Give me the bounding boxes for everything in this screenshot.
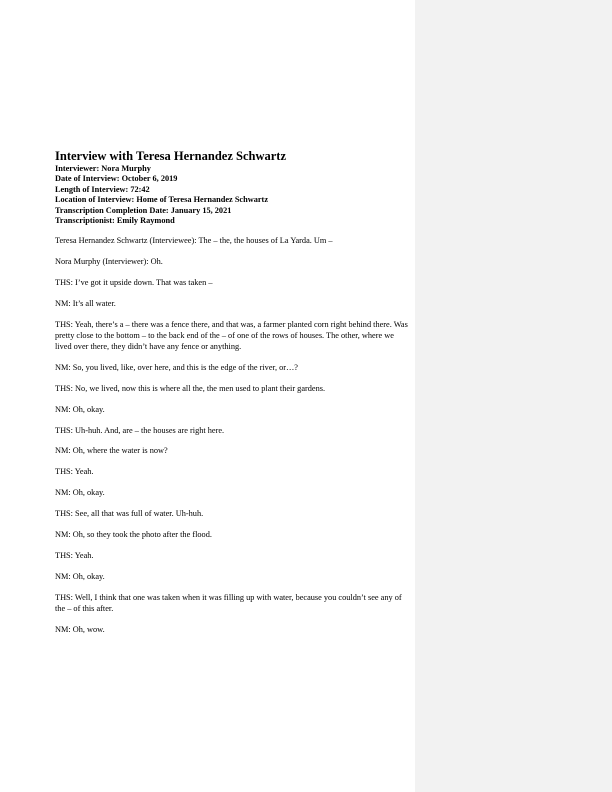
meta-length: Length of Interview: 72:42 xyxy=(55,184,150,194)
transcript-paragraph: THS: Well, I think that one was taken when it was filling up with water, because you couldn’t see any of the – of this after. xyxy=(55,593,402,613)
interview-metadata xyxy=(55,164,410,226)
transcript-paragraph: THS: Uh-huh. And, are – the houses are right here. xyxy=(55,425,225,435)
transcript-paragraph: Nora Murphy (Interviewer): Oh. xyxy=(55,257,163,267)
transcript-paragraph: NM: Oh, okay. xyxy=(55,488,105,498)
transcript-paragraph: THS: Yeah. xyxy=(55,551,94,561)
transcript-paragraph: THS: Yeah. xyxy=(55,467,94,477)
transcript-body xyxy=(55,149,410,636)
transcript-paragraph: NM: Oh, so they took the photo after the flood. xyxy=(55,530,212,540)
meta-completion-date: Transcription Completion Date: January 15, 2021 xyxy=(55,205,232,215)
transcript-paragraph: THS: See, all that was full of water. Uh-huh. xyxy=(55,509,204,519)
comment-pane xyxy=(415,0,612,792)
meta-location: Location of Interview: Home of Teresa Hernandez Schwartz xyxy=(55,195,268,205)
transcript-paragraph: THS: No, we lived, now this is where all the, the men used to plant their gardens. xyxy=(55,383,326,393)
transcript-paragraph: THS: I’ve got it upside down. That was taken – xyxy=(55,278,213,288)
transcript-paragraph: NM: It’s all water. xyxy=(55,299,116,309)
transcript-paragraph: NM: Oh, wow. xyxy=(55,624,105,634)
transcript-paragraph: NM: Oh, okay. xyxy=(55,572,105,582)
meta-transcriptionist: Transcriptionist: Emily Raymond xyxy=(55,216,175,226)
transcript-paragraph: Teresa Hernandez Schwartz (Interviewee): The – the, the houses of La Yarda. Um – xyxy=(55,236,333,246)
transcript-paragraph: NM: So, you lived, like, over here, and this is the edge of the river, or…? xyxy=(55,362,298,372)
transcript-paragraph: NM: Oh, where the water is now? xyxy=(55,446,168,456)
meta-date: Date of Interview: October 6, 2019 xyxy=(55,174,178,184)
document-title: Interview with Teresa Hernandez Schwartz xyxy=(55,149,286,163)
transcript-paragraph: THS: Yeah, there’s a – there was a fence there, and that was, a farmer planted corn right behind there. Was pretty close to the bottom – to the back end of the – of one of the rows of houses. The other, where we lived over there, they didn’t have any fence or anything. xyxy=(55,320,408,351)
transcript-paragraph: NM: Oh, okay. xyxy=(55,404,105,414)
meta-interviewer: Interviewer: Nora Murphy xyxy=(55,164,151,173)
